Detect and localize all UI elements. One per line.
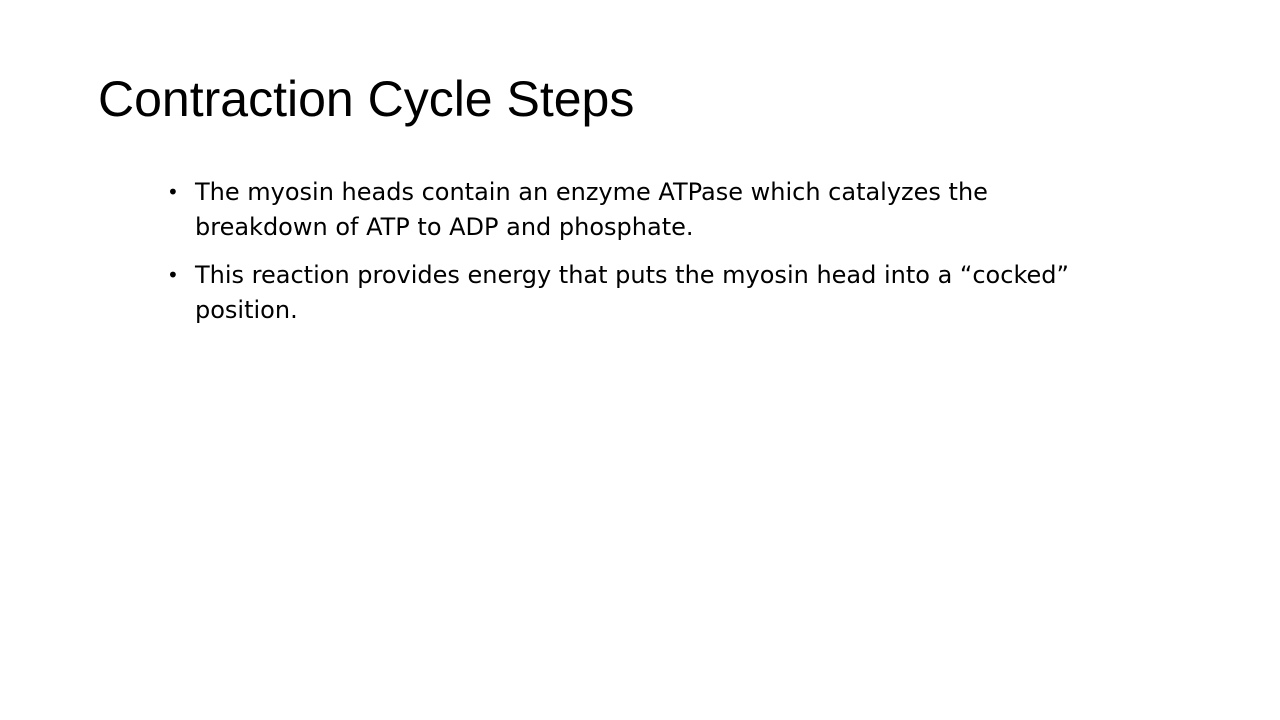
bullet-text: The myosin heads contain an enzyme ATPase which catalyzes the breakdown of ATP to ADP and phosphate.	[195, 178, 988, 241]
bullet-item	[162, 175, 1122, 245]
bullet-item	[162, 258, 1122, 328]
bullet-dot-icon: •	[167, 263, 179, 287]
slide-title: Contraction Cycle Steps	[98, 71, 635, 127]
bullet-list	[162, 175, 1122, 341]
bullet-dot-icon: •	[167, 180, 179, 204]
bullet-text: This reaction provides energy that puts the myosin head into a “cocked” position.	[195, 261, 1069, 324]
